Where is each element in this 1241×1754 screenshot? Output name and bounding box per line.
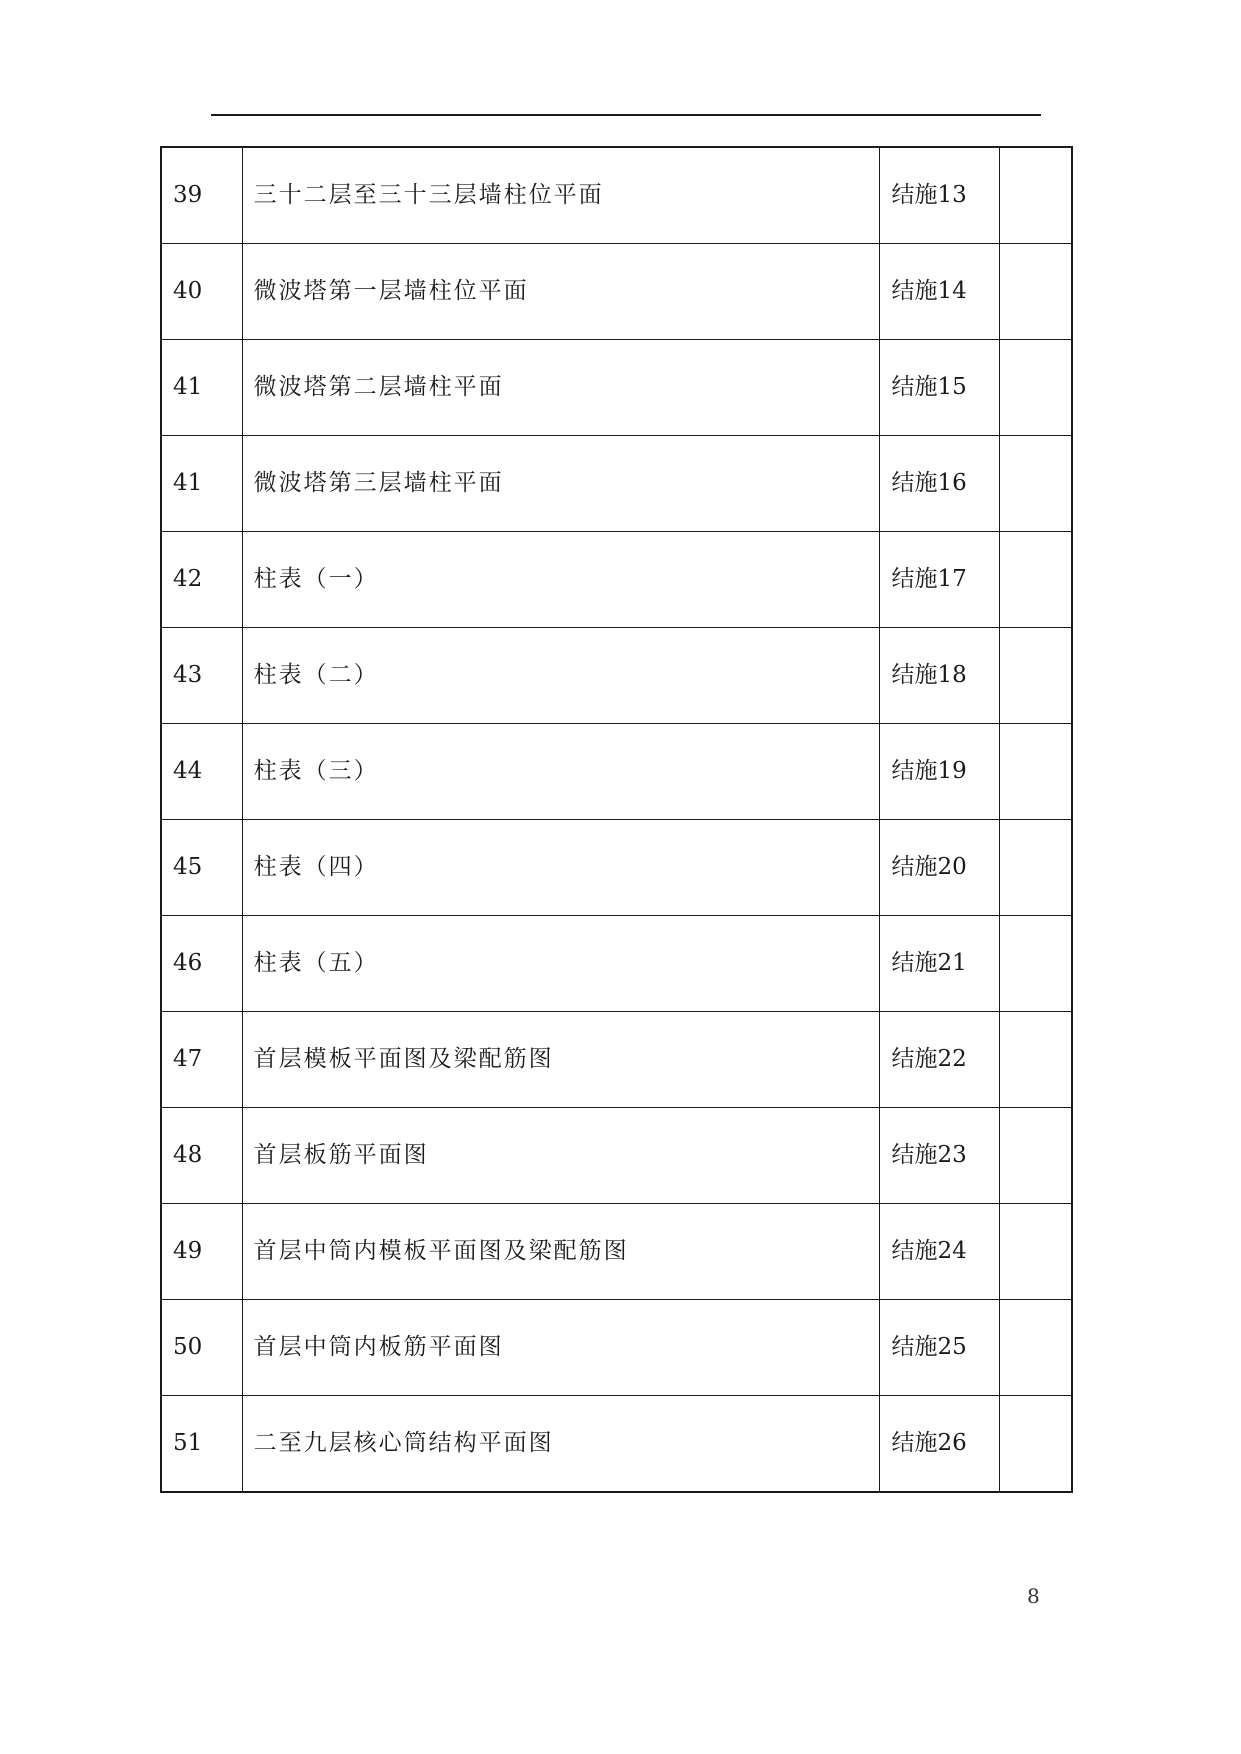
remarks-cell [999, 436, 1072, 532]
row-number: 48 [161, 1108, 242, 1204]
remarks-cell [999, 1396, 1072, 1493]
table-row [161, 916, 1072, 1012]
header-rule [211, 114, 1041, 116]
remarks-cell [999, 1108, 1072, 1204]
drawing-code: 结施24 [880, 1204, 999, 1300]
table-row [161, 1108, 1072, 1204]
table-row [161, 436, 1072, 532]
drawing-title: 柱表（三） [242, 724, 880, 820]
remarks-cell [999, 724, 1072, 820]
row-number: 51 [161, 1396, 242, 1493]
drawing-code: 结施15 [880, 340, 999, 436]
drawing-title: 柱表（五） [242, 916, 880, 1012]
table-row [161, 1300, 1072, 1396]
remarks-cell [999, 820, 1072, 916]
drawing-code: 结施14 [880, 244, 999, 340]
drawing-title: 三十二层至三十三层墙柱位平面 [242, 147, 880, 244]
table-row [161, 244, 1072, 340]
table-row [161, 1012, 1072, 1108]
row-number: 47 [161, 1012, 242, 1108]
remarks-cell [999, 244, 1072, 340]
drawing-code: 结施17 [880, 532, 999, 628]
drawing-code: 结施16 [880, 436, 999, 532]
table-row [161, 147, 1072, 244]
row-number: 44 [161, 724, 242, 820]
row-number: 50 [161, 1300, 242, 1396]
drawing-title: 柱表（二） [242, 628, 880, 724]
table-row [161, 1204, 1072, 1300]
row-number: 41 [161, 436, 242, 532]
row-number: 46 [161, 916, 242, 1012]
table-row [161, 1396, 1072, 1493]
drawing-list-table [160, 146, 1073, 1493]
row-number: 42 [161, 532, 242, 628]
remarks-cell [999, 1300, 1072, 1396]
drawing-code: 结施23 [880, 1108, 999, 1204]
drawing-title: 首层板筋平面图 [242, 1108, 880, 1204]
row-number: 39 [161, 147, 242, 244]
table-row [161, 340, 1072, 436]
remarks-cell [999, 916, 1072, 1012]
remarks-cell [999, 147, 1072, 244]
drawing-title: 首层中筒内模板平面图及梁配筋图 [242, 1204, 880, 1300]
remarks-cell [999, 1012, 1072, 1108]
drawing-title: 首层中筒内板筋平面图 [242, 1300, 880, 1396]
drawing-code: 结施26 [880, 1396, 999, 1493]
remarks-cell [999, 532, 1072, 628]
drawing-title: 柱表（一） [242, 532, 880, 628]
drawing-title: 首层模板平面图及梁配筋图 [242, 1012, 880, 1108]
table-row [161, 628, 1072, 724]
remarks-cell [999, 340, 1072, 436]
drawing-code: 结施13 [880, 147, 999, 244]
drawing-title: 微波塔第二层墙柱平面 [242, 340, 880, 436]
drawing-code: 结施25 [880, 1300, 999, 1396]
drawing-code: 结施20 [880, 820, 999, 916]
drawing-title: 二至九层核心筒结构平面图 [242, 1396, 880, 1493]
row-number: 49 [161, 1204, 242, 1300]
page-number: 8 [1027, 1584, 1040, 1608]
remarks-cell [999, 1204, 1072, 1300]
row-number: 43 [161, 628, 242, 724]
table-row [161, 820, 1072, 916]
drawing-title: 微波塔第三层墙柱平面 [242, 436, 880, 532]
row-number: 40 [161, 244, 242, 340]
drawing-list-body [161, 147, 1072, 1492]
table-row [161, 724, 1072, 820]
drawing-title: 柱表（四） [242, 820, 880, 916]
row-number: 41 [161, 340, 242, 436]
table-row [161, 532, 1072, 628]
row-number: 45 [161, 820, 242, 916]
drawing-title: 微波塔第一层墙柱位平面 [242, 244, 880, 340]
drawing-code: 结施21 [880, 916, 999, 1012]
drawing-code: 结施18 [880, 628, 999, 724]
drawing-code: 结施19 [880, 724, 999, 820]
drawing-code: 结施22 [880, 1012, 999, 1108]
remarks-cell [999, 628, 1072, 724]
